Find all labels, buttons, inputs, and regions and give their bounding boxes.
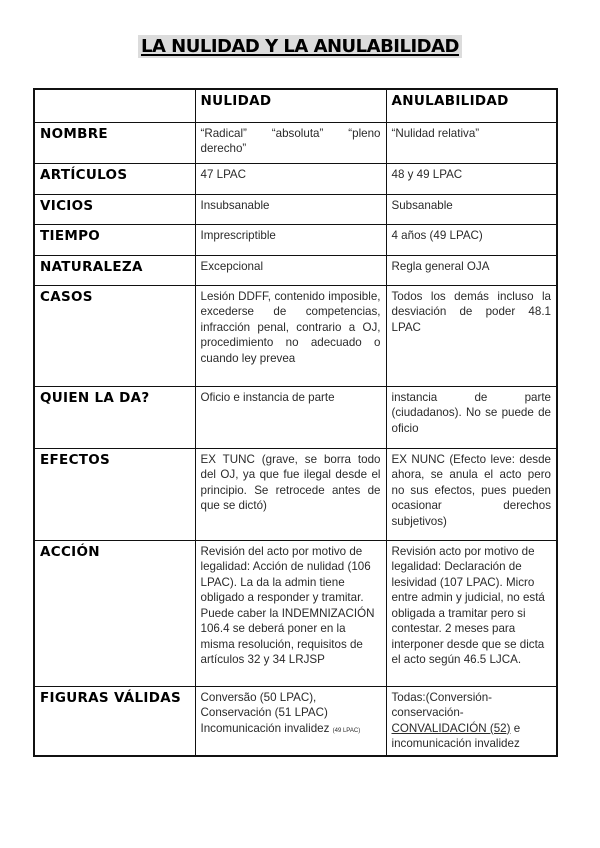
- quien-anulabilidad: instancia de parte (ciudadanos). No se puede de oficio: [386, 386, 557, 448]
- figuras-nulidad-line-3: [201, 721, 381, 740]
- page-title-text: LA NULIDAD Y LA ANULABILIDAD: [138, 35, 462, 58]
- row-label-quien: QUIEN LA DA?: [34, 386, 195, 448]
- table-row: [34, 285, 557, 386]
- table-row: [34, 448, 557, 540]
- row-label-figuras: FIGURAS VÁLIDAS: [34, 686, 195, 756]
- table-row: [34, 163, 557, 194]
- comparison-table: [33, 88, 558, 757]
- figuras-nulidad-line-2: Conservación (51 LPAC): [200, 706, 328, 719]
- page-title: [0, 36, 600, 57]
- vicios-anulabilidad: Subsanable: [386, 194, 557, 224]
- casos-anulabilidad: Todos los demás incluso la desviación de poder 48.1 LPAC: [386, 285, 557, 386]
- naturaleza-nulidad: Excepcional: [195, 255, 386, 285]
- efectos-anulabilidad: EX NUNC (Efecto leve: desde ahora, se anula el acto pero no sus efectos, pues pueden ocasionar derechos subjetivos): [386, 448, 557, 540]
- figuras-nulidad-line-1: Conversão (50 LPAC),: [200, 690, 317, 704]
- tiempo-nulidad: Imprescriptible: [195, 224, 386, 255]
- table-row: [34, 194, 557, 224]
- header-nulidad: NULIDAD: [195, 89, 386, 122]
- header-corner: [34, 89, 195, 122]
- accion-nulidad: Revisión del acto por motivo de legalidad: Acción de nulidad (106 LPAC). La da la admin tiene obligado a responder y tramitar. Puede caber la INDEMNIZACIÓN 106.4 se deberá poner en la misma resolución, requisitos de artículos 32 y 34 LRJSP: [195, 540, 386, 686]
- header-anulabilidad: ANULABILIDAD: [386, 89, 557, 122]
- figuras-anulabilidad-underlined: CONVALIDACIÓN (52): [391, 721, 511, 735]
- table-row: [34, 686, 557, 756]
- accion-anulabilidad: Revisión acto por motivo de legalidad: Declaración de lesividad (107 LPAC). Micro entre admin y judicial, no está obligada a tramitar pero si contestar. 2 meses para interponer desde que se dicta el acto según 46.5 LJCA.: [386, 540, 557, 686]
- tiempo-anulabilidad: 4 años (49 LPAC): [386, 224, 557, 255]
- table-row: [34, 540, 557, 686]
- header-row: [34, 89, 557, 122]
- row-label-articulos: ARTÍCULOS: [34, 163, 195, 194]
- row-label-nombre: NOMBRE: [34, 122, 195, 163]
- articulos-anulabilidad: 48 y 49 LPAC: [386, 163, 557, 194]
- casos-nulidad: Lesión DDFF, contenido imposible, excederse de competencias, infracción penal, contrario a OJ, procedimiento no adecuado o cuando ley prevea: [195, 285, 386, 386]
- figuras-anulabilidad-post: e incomunicación invalidez: [391, 721, 521, 750]
- efectos-nulidad: EX TUNC (grave, se borra todo del OJ, ya que fue ilegal desde el principio. Se retrocede antes de que se dictó): [195, 448, 386, 540]
- row-label-naturaleza: NATURALEZA: [34, 255, 195, 285]
- table-row: [34, 122, 557, 163]
- row-label-casos: CASOS: [34, 285, 195, 386]
- nombre-nulidad: “Radical” “absoluta” “pleno derecho”: [195, 122, 386, 163]
- nombre-anulabilidad: “Nulidad relativa”: [386, 122, 557, 163]
- table-row: [34, 386, 557, 448]
- figuras-nulidad-text: Incomunicación invalidez: [200, 721, 330, 735]
- figuras-nulidad: [195, 686, 386, 756]
- table-row: [34, 224, 557, 255]
- quien-nulidad: Oficio e instancia de parte: [195, 386, 386, 448]
- table-row: [34, 255, 557, 285]
- row-label-vicios: VICIOS: [34, 194, 195, 224]
- naturaleza-anulabilidad: Regla general OJA: [386, 255, 557, 285]
- row-label-tiempo: TIEMPO: [34, 224, 195, 255]
- figuras-anulabilidad-pre: Todas:(Conversión-conservación-: [391, 690, 493, 719]
- figuras-nulidad-note: (49 LPAC): [332, 727, 361, 734]
- figuras-anulabilidad: [386, 686, 557, 756]
- row-label-efectos: EFECTOS: [34, 448, 195, 540]
- vicios-nulidad: Insubsanable: [195, 194, 386, 224]
- articulos-nulidad: 47 LPAC: [195, 163, 386, 194]
- row-label-accion: ACCIÓN: [34, 540, 195, 686]
